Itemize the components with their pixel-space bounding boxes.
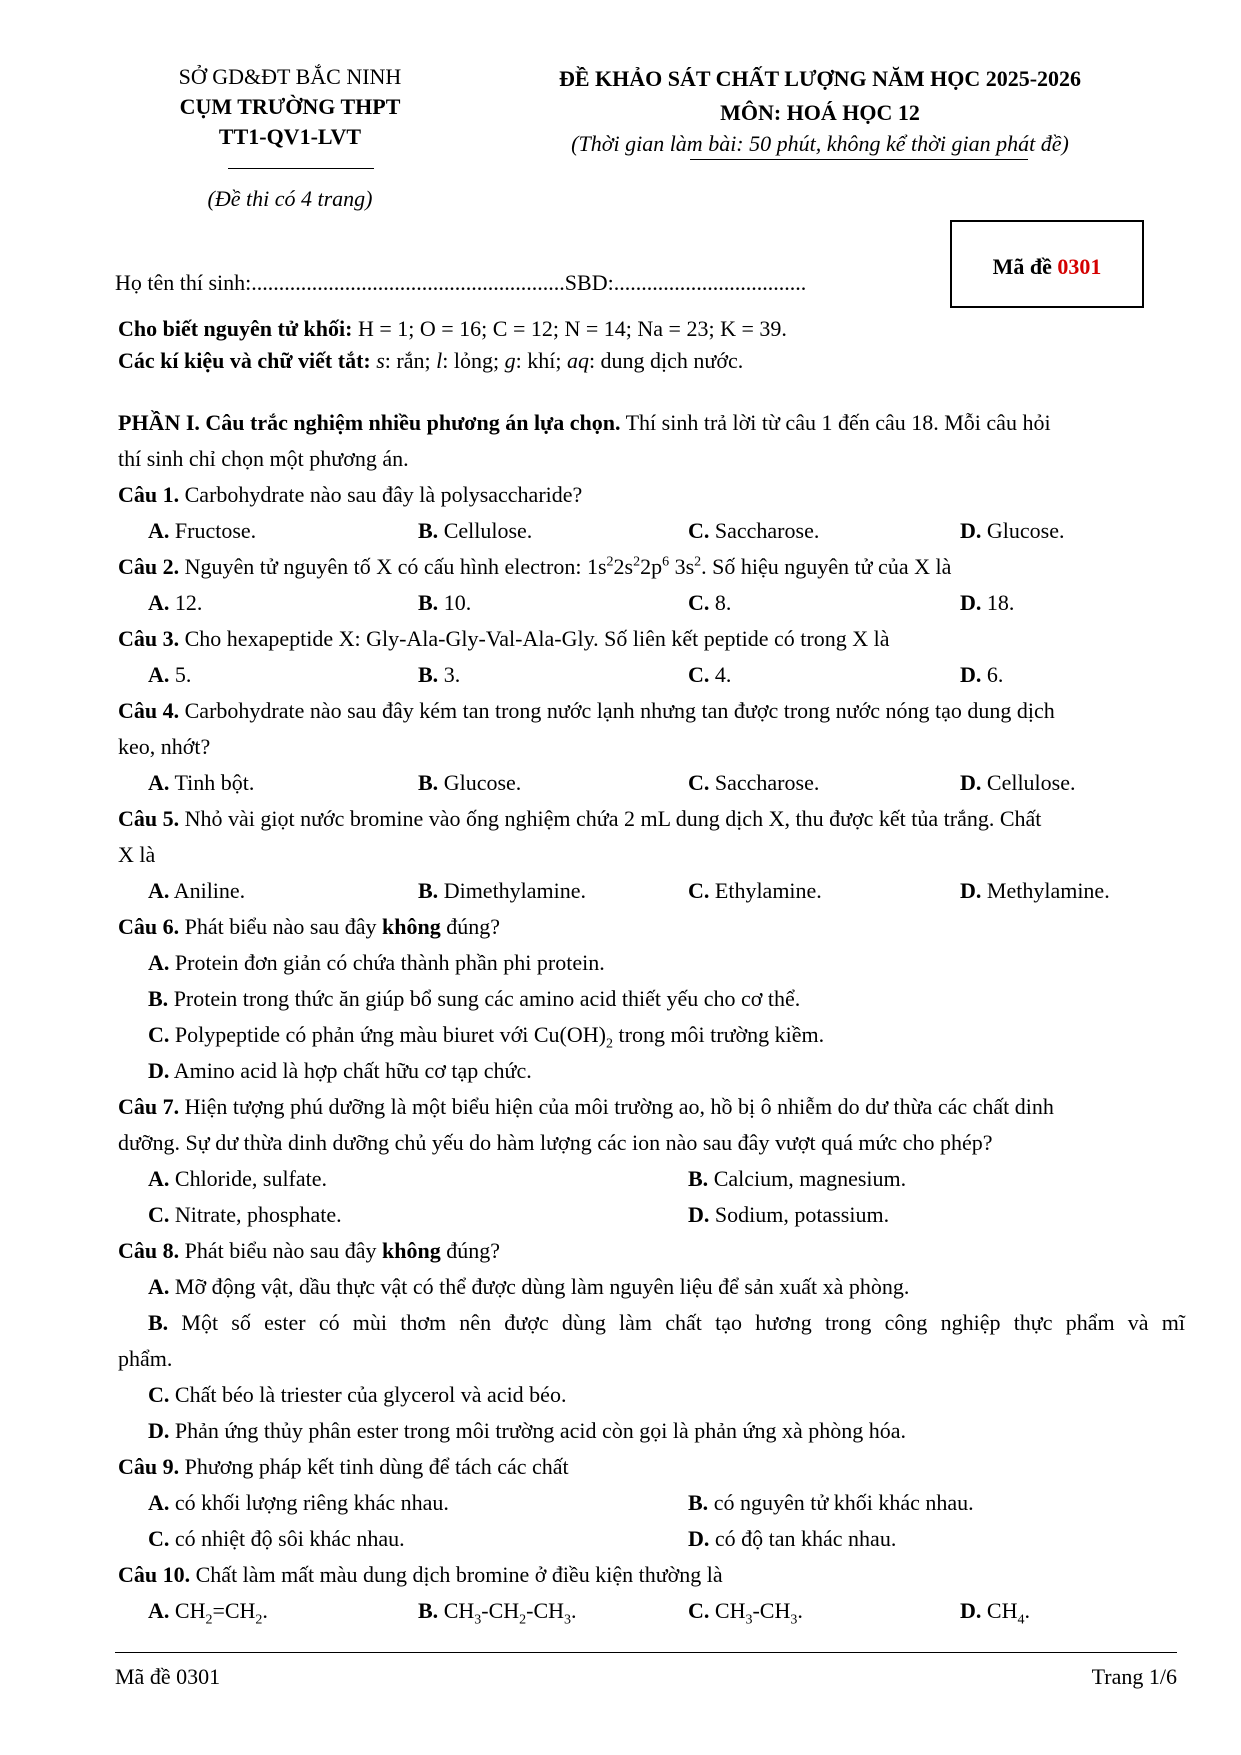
q4-option-a[interactable] [148, 772, 254, 794]
q4-c-text: Saccharose. [714, 770, 820, 795]
code-label-row [952, 254, 1142, 280]
question-4 [118, 700, 1185, 722]
q3-b-text: 3. [443, 662, 461, 687]
letter-a: A. [148, 878, 170, 903]
q10-d-part-1: CH [986, 1598, 1018, 1623]
q10-a-part-1: CH [174, 1598, 206, 1623]
letter-c: C. [688, 1598, 710, 1623]
code-label: Mã đề [992, 254, 1058, 279]
q10-text: Chất làm mất màu dung dịch bromine ở điều kiện thường là [190, 1562, 723, 1587]
q6-text-post: đúng? [440, 914, 500, 939]
letter-c: C. [688, 518, 710, 543]
q2-text-pre: Nguyên tử nguyên tố X có cấu hình electron: [179, 554, 587, 579]
q10-a-sub-2: 2 [255, 1612, 263, 1628]
letter-b: B. [688, 1166, 709, 1191]
q8-option-b[interactable] [148, 1312, 1185, 1334]
part1-title-line [118, 412, 1185, 434]
abbrev-aq: aq [566, 348, 589, 373]
letter-a: A. [148, 1166, 170, 1191]
letter-d: D. [960, 770, 982, 795]
q10-d-part-2: . [1024, 1598, 1030, 1623]
q2-option-c[interactable] [688, 592, 731, 614]
letter-c: C. [148, 1382, 170, 1407]
q8-negation: không [381, 1238, 441, 1263]
footer-rule [115, 1652, 1177, 1653]
q7-option-a[interactable] [148, 1168, 327, 1190]
q6-d-text: Amino acid là hợp chất hữu cơ tạp chức. [173, 1058, 532, 1083]
letter-b: B. [418, 878, 439, 903]
question-10 [118, 1564, 1185, 1586]
q8-option-a[interactable] [148, 1276, 909, 1298]
q10-b-part-1: CH [443, 1598, 475, 1623]
q10-option-d[interactable] [960, 1598, 1030, 1628]
q7-d-text: Sodium, potassium. [714, 1202, 890, 1227]
q8-c-text: Chất béo là triester của glycerol và acid béo. [174, 1382, 567, 1407]
q8-number: Câu 8. [118, 1238, 180, 1263]
q10-b-part-3: -CH [526, 1598, 565, 1623]
q10-c-sub-2: 3 [790, 1612, 798, 1628]
q2-text-post: . Số hiệu nguyên tử của X là [701, 554, 952, 579]
question-5 [118, 808, 1185, 830]
q6-text-pre: Phát biểu nào sau đây [179, 914, 382, 939]
q3-option-b[interactable] [418, 664, 460, 686]
q9-option-a[interactable] [148, 1492, 449, 1514]
q8-b-text-1: Một số ester có mùi thơm nên được dùng làm chất tạo hương trong công nghiệp thực phẩm và mĩ [181, 1310, 1185, 1335]
q7-option-c[interactable] [148, 1204, 342, 1226]
q10-c-part-2: -CH [752, 1598, 791, 1623]
q2-b-text: 10. [443, 590, 472, 615]
q2-config-2: 2s [613, 554, 634, 579]
letter-a: A. [148, 590, 170, 615]
q1-number: Câu 1. [118, 482, 180, 507]
abbrev-g: g [504, 348, 516, 373]
question-6 [118, 916, 1185, 938]
abbrev-s: s [376, 348, 385, 373]
q2-option-b[interactable] [418, 592, 471, 614]
q2-config-4: 3s [669, 554, 695, 579]
q8-option-c[interactable] [148, 1384, 566, 1406]
letter-c: C. [688, 590, 710, 615]
q6-c-text-pre: Polypeptide có phản ứng màu biuret với Cu(OH) [174, 1022, 606, 1047]
q2-option-a[interactable] [148, 592, 202, 614]
abbrev-l-text: : lỏng; [442, 348, 505, 373]
q1-option-c[interactable] [688, 520, 819, 542]
letter-b: B. [418, 1598, 439, 1623]
q3-option-c[interactable] [688, 664, 731, 686]
atomic-mass-line [118, 318, 1185, 340]
exam-title: ĐỀ KHẢO SÁT CHẤT LƯỢNG NĂM HỌC 2025-2026 [558, 66, 1082, 91]
q4-b-text: Glucose. [443, 770, 522, 795]
sbd-field[interactable]: ................................... [613, 270, 807, 295]
q9-option-b[interactable] [688, 1492, 974, 1514]
subject: MÔN: HOÁ HỌC 12 [720, 100, 920, 125]
q8-text-post: đúng? [440, 1238, 500, 1263]
q10-b-sub-1: 3 [474, 1612, 482, 1628]
q3-option-a[interactable] [148, 664, 191, 686]
q6-b-text: Protein trong thức ăn giúp bổ sung các amino acid thiết yếu cho cơ thể. [173, 986, 801, 1011]
q1-option-d[interactable] [960, 520, 1064, 542]
footer-page: Trang 1/6 [1091, 1664, 1177, 1689]
letter-b: B. [418, 770, 439, 795]
q7-b-text: Calcium, magnesium. [713, 1166, 907, 1191]
q8-option-d[interactable] [148, 1420, 906, 1442]
q5-option-b[interactable] [418, 880, 586, 902]
q6-a-text: Protein đơn giản có chứa thành phần phi protein. [174, 950, 605, 975]
q10-a-sub-1: 2 [205, 1612, 213, 1628]
q4-text-1: Carbohydrate nào sau đây kém tan trong nước lạnh nhưng tan được trong nước nóng tạo dung dịch [179, 698, 1055, 723]
atomic-mass-values: H = 1; O = 16; C = 12; N = 14; Na = 23; K = 39. [352, 316, 787, 341]
q4-option-d[interactable] [960, 772, 1076, 794]
q5-text-1: Nhỏ vài giọt nước bromine vào ống nghiệm chứa 2 mL dung dịch X, thu được kết tủa trắng. Chất [179, 806, 1042, 831]
q1-a-text: Fructose. [174, 518, 257, 543]
q7-text-1: Hiện tượng phú dưỡng là một biểu hiện của môi trường ao, hồ bị ô nhiễm do dư thừa các chất dinh [179, 1094, 1054, 1119]
sbd-label: SBD: [564, 270, 614, 295]
q10-a-part-2: =CH [212, 1598, 256, 1623]
q6-option-b[interactable] [148, 988, 800, 1010]
q2-option-d[interactable] [960, 592, 1014, 614]
q10-number: Câu 10. [118, 1562, 191, 1587]
letter-c: C. [688, 878, 710, 903]
q10-c-part-1: CH [714, 1598, 746, 1623]
q8-text-pre: Phát biểu nào sau đây [179, 1238, 382, 1263]
q2-c-text: 8. [714, 590, 732, 615]
header-right-underline [690, 159, 1028, 160]
q5-d-text: Methylamine. [986, 878, 1110, 903]
letter-a: A. [148, 1598, 170, 1623]
q10-d-sub-1: 4 [1017, 1612, 1025, 1628]
q7-option-d[interactable] [688, 1204, 889, 1226]
q10-b-part-4: . [571, 1598, 577, 1623]
letter-d: D. [960, 878, 982, 903]
q3-a-text: 5. [174, 662, 192, 687]
q7-option-b[interactable] [688, 1168, 906, 1190]
q10-b-part-2: -CH [481, 1598, 520, 1623]
q5-option-d[interactable] [960, 880, 1110, 902]
letter-c: C. [688, 770, 710, 795]
letter-a: A. [148, 1274, 170, 1299]
q7-a-text: Chloride, sulfate. [174, 1166, 328, 1191]
q1-c-text: Saccharose. [714, 518, 820, 543]
letter-d: D. [960, 662, 982, 687]
q10-b-sub-3: 3 [564, 1612, 572, 1628]
q1-option-b[interactable] [418, 520, 532, 542]
letter-b: B. [148, 986, 169, 1011]
q4-d-text: Cellulose. [986, 770, 1076, 795]
q3-c-text: 4. [714, 662, 732, 687]
q10-option-a[interactable] [148, 1598, 268, 1628]
q3-text: Cho hexapeptide X: Gly-Ala-Gly-Val-Ala-Gly. Số liên kết peptide có trong X là [179, 626, 890, 651]
letter-a: A. [148, 662, 170, 687]
letter-d: D. [688, 1202, 710, 1227]
q2-config-3: 2p [640, 554, 663, 579]
letter-a: A. [148, 518, 170, 543]
time-note: (Thời gian làm bài: 50 phút, không kể thời gian phát đề) [571, 131, 1069, 156]
q9-b-text: có nguyên tử khối khác nhau. [713, 1490, 974, 1515]
q10-a-part-3: . [262, 1598, 268, 1623]
letter-d: D. [148, 1418, 170, 1443]
q3-d-text: 6. [986, 662, 1004, 687]
q9-d-text: có độ tan khác nhau. [714, 1526, 897, 1551]
letter-c: C. [688, 662, 710, 687]
part1-instr-2: thí sinh chỉ chọn một phương án. [118, 446, 409, 471]
q7-c-text: Nitrate, phosphate. [174, 1202, 342, 1227]
q2-config-sup-3: 6 [662, 554, 670, 570]
letter-d: D. [148, 1058, 170, 1083]
letter-a: A. [148, 950, 170, 975]
letter-d: D. [960, 1598, 982, 1623]
name-label: Họ tên thí sinh: [115, 270, 252, 295]
q5-option-a[interactable] [148, 880, 245, 902]
q8-b-text-2: phẩm. [118, 1346, 173, 1371]
abbrev-g-text: : khí; [515, 348, 567, 373]
abbrev-aq-text: : dung dịch nước. [588, 348, 744, 373]
q4-number: Câu 4. [118, 698, 180, 723]
q9-option-c[interactable] [148, 1528, 405, 1550]
q1-option-a[interactable] [148, 520, 256, 542]
abbrev-s-text: : rắn; [384, 348, 437, 373]
q8-a-text: Mỡ động vật, dầu thực vật có thể được dùng làm nguyên liệu để sản xuất xà phòng. [174, 1274, 910, 1299]
atomic-mass-label: Cho biết nguyên tử khối: [118, 316, 353, 341]
letter-d: D. [688, 1526, 710, 1551]
letter-a: A. [148, 770, 170, 795]
candidate-line [115, 270, 806, 296]
q2-d-text: 18. [986, 590, 1015, 615]
q6-option-a[interactable] [148, 952, 605, 974]
letter-a: A. [148, 1490, 170, 1515]
q2-config-sup-2: 2 [633, 554, 641, 570]
part1-title: PHẦN I. Câu trắc nghiệm nhiều phương án lựa chọn. [118, 410, 621, 435]
q9-text: Phương pháp kết tinh dùng để tách các chất [179, 1454, 569, 1479]
abbrev-l: l [436, 348, 443, 373]
question-9 [118, 1456, 1185, 1478]
header-left [140, 62, 440, 152]
q10-c-sub-1: 3 [745, 1612, 753, 1628]
q9-a-text: có khối lượng riêng khác nhau. [174, 1490, 449, 1515]
q7-text-2: dưỡng. Sự dư thừa dinh dưỡng chủ yếu do hàm lượng các ion nào sau đây vượt quá mức cho phép? [118, 1130, 993, 1155]
q7-number: Câu 7. [118, 1094, 180, 1119]
letter-d: D. [960, 518, 982, 543]
q4-option-b[interactable] [418, 772, 521, 794]
part1-instr-1: Thí sinh trả lời từ câu 1 đến câu 18. Mỗi câu hỏi [620, 410, 1051, 435]
q10-option-b[interactable] [418, 1598, 577, 1628]
q6-option-d[interactable] [148, 1060, 532, 1082]
letter-b: B. [418, 590, 439, 615]
q6-number: Câu 6. [118, 914, 180, 939]
q2-a-text: 12. [174, 590, 203, 615]
q5-a-text: Aniline. [173, 878, 246, 903]
q1-b-text: Cellulose. [443, 518, 533, 543]
q4-option-c[interactable] [688, 772, 819, 794]
question-7 [118, 1096, 1185, 1118]
name-field[interactable]: ......................................................... [251, 270, 565, 295]
header-left-underline [228, 168, 374, 169]
q1-d-text: Glucose. [986, 518, 1065, 543]
q10-option-c[interactable] [688, 1598, 803, 1628]
q9-c-text: có nhiệt độ sôi khác nhau. [174, 1526, 405, 1551]
letter-d: D. [960, 590, 982, 615]
pages-note: (Đề thi có 4 trang) [207, 186, 373, 211]
letter-b: B. [418, 662, 439, 687]
letter-b: B. [688, 1490, 709, 1515]
q9-number: Câu 9. [118, 1454, 180, 1479]
q3-number: Câu 3. [118, 626, 180, 651]
q8-d-text: Phản ứng thủy phân ester trong môi trường acid còn gọi là phản ứng xà phòng hóa. [174, 1418, 906, 1443]
dept-name: SỞ GD&ĐT BẮC NINH [178, 64, 402, 89]
q5-b-text: Dimethylamine. [443, 878, 587, 903]
q10-c-part-3: . [797, 1598, 803, 1623]
question-2 [118, 556, 1185, 578]
abbrev-label: Các kí kiệu và chữ viết tắt: [118, 348, 371, 373]
q2-config-sup-4: 2 [694, 554, 702, 570]
q5-number: Câu 5. [118, 806, 180, 831]
exam-code: 0301 [1057, 254, 1102, 279]
q4-text-2: keo, nhớt? [118, 734, 211, 759]
q10-b-sub-2: 2 [519, 1612, 527, 1628]
q5-c-text: Ethylamine. [714, 878, 822, 903]
question-8 [118, 1240, 1185, 1262]
question-3 [118, 628, 1185, 650]
letter-b: B. [148, 1310, 169, 1335]
letter-c: C. [148, 1526, 170, 1551]
q5-option-c[interactable] [688, 880, 822, 902]
q2-config-sup-1: 2 [606, 554, 614, 570]
letter-b: B. [418, 518, 439, 543]
q6-option-c[interactable] [148, 1022, 825, 1052]
letter-c: C. [148, 1202, 170, 1227]
q3-option-d[interactable] [960, 664, 1003, 686]
q6-c-text-post: trong môi trường kiềm. [613, 1022, 825, 1047]
q4-a-text: Tinh bột. [174, 770, 255, 795]
q6-negation: không [381, 914, 441, 939]
letter-c: C. [148, 1022, 170, 1047]
q1-text: Carbohydrate nào sau đây là polysaccharide? [179, 482, 583, 507]
q2-number: Câu 2. [118, 554, 180, 579]
cluster-name: CỤM TRƯỜNG THPT [179, 94, 401, 119]
question-1 [118, 484, 1185, 506]
abbrev-line [118, 350, 1185, 372]
q6-c-sub: 2 [606, 1036, 613, 1052]
code-box [950, 220, 1144, 308]
school-names: TT1-QV1-LVT [218, 124, 362, 149]
footer-code: Mã đề 0301 [115, 1664, 221, 1689]
q2-config-1: 1s [586, 554, 607, 579]
q5-text-2: X là [118, 842, 156, 867]
q9-option-d[interactable] [688, 1528, 896, 1550]
